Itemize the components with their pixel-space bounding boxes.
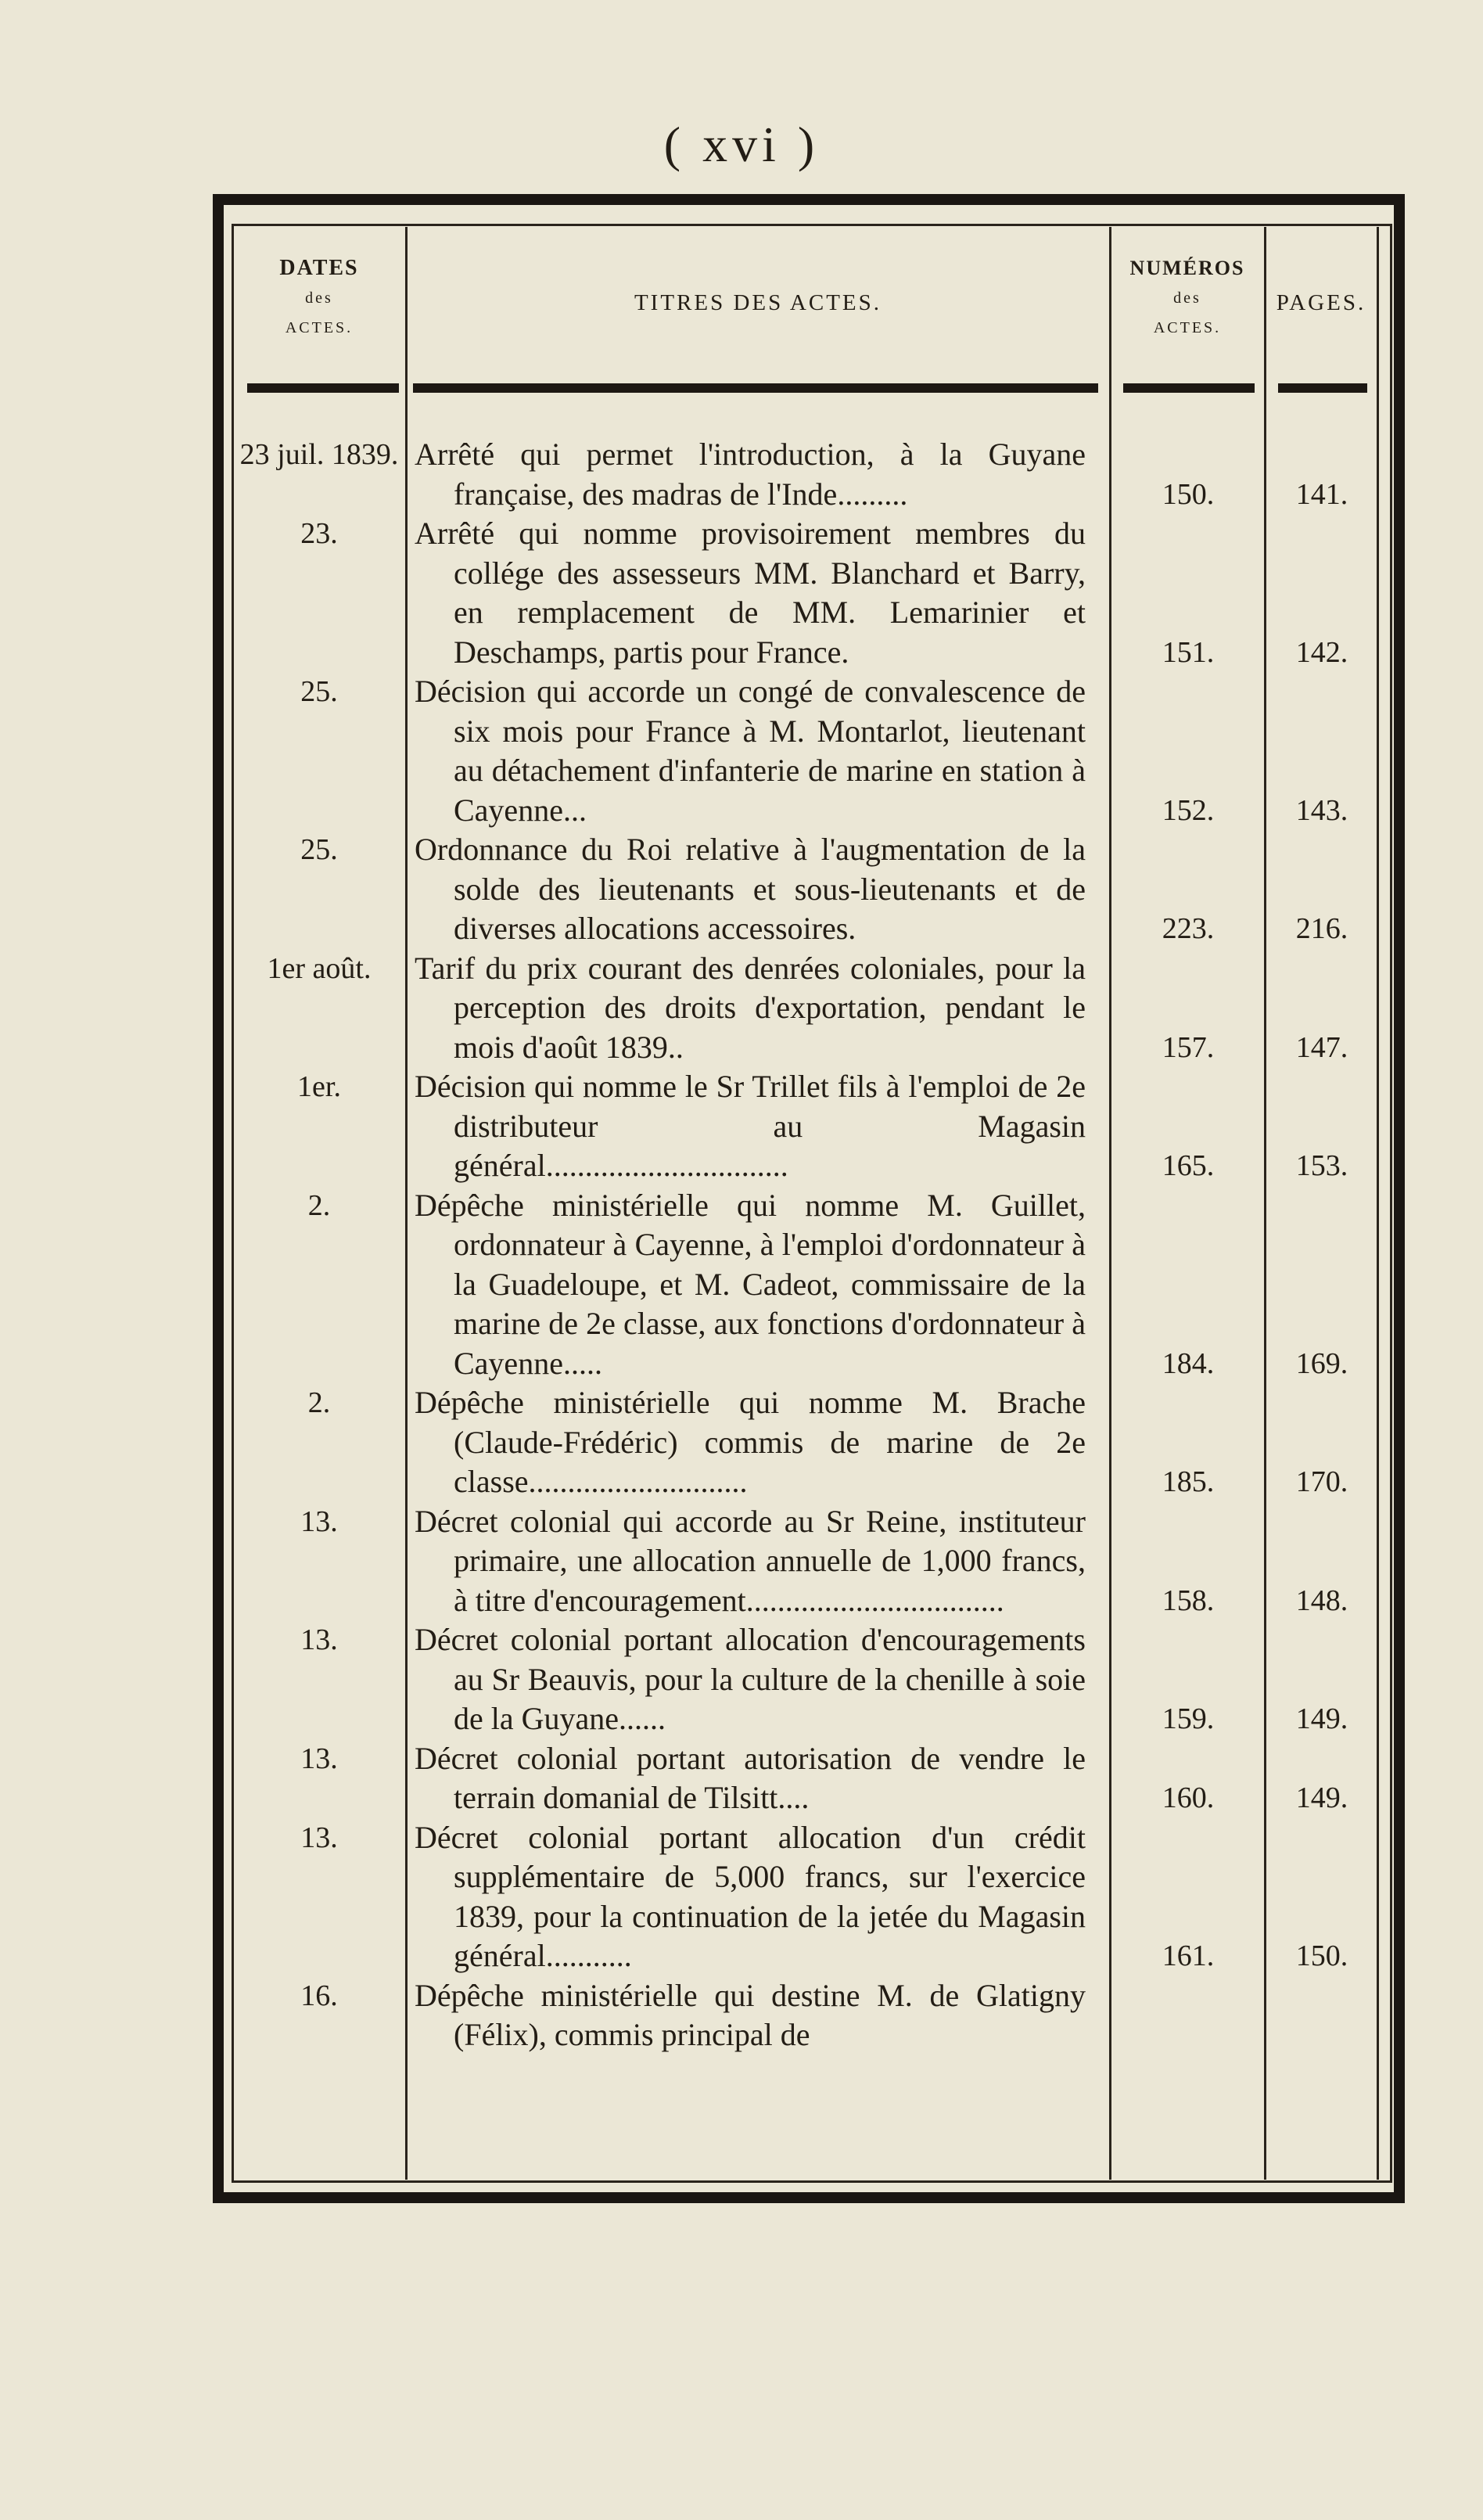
row-date: 2. [307,1188,331,1222]
row-page: 147. [1295,1030,1348,1064]
row-title: Arrêté qui permet l'introduction, à la Guyane française, des madras de l'Inde......... [415,437,1086,512]
table-row [0,1976,1483,2055]
header-dates-line3: ACTES. [285,319,354,336]
row-number: 151. [1162,635,1215,669]
row-date: 1er août. [267,951,372,985]
table-row [0,1739,1483,1818]
table-row [0,435,1483,514]
row-title: Ordonnance du Roi relative à l'augmentation de la solde des lieutenants et sous-lieutenants et de diverses allocations accessoires. [415,832,1086,946]
table-row [0,1383,1483,1502]
row-number: 150. [1162,477,1215,511]
row-page: 170. [1295,1465,1348,1498]
row-date: 13. [300,1504,338,1538]
table-row [0,514,1483,672]
table-row [0,672,1483,830]
row-page: 150. [1295,1939,1348,1972]
row-title: Tarif du prix courant des denrées coloniales, pour la perception des droits d'exportation, pendant le mois d'août 1839.. [415,950,1086,1065]
table-row [0,1502,1483,1621]
row-date: 13. [300,1742,338,1775]
table-row [0,830,1483,949]
row-title: Décret colonial portant allocation d'un crédit supplémentaire de 5,000 francs, sur l'exercice 1839, pour la continuation de la jetée du Magasin général........... [415,1819,1086,1973]
row-title: Décret colonial portant autorisation de vendre le terrain domanial de Tilsitt.... [415,1740,1086,1815]
table-row [0,1186,1483,1384]
row-title: Arrêté qui nomme provisoirement membres du collége des assesseurs MM. Blanchard et Barry, en remplacement de MM. Lemarinier et Deschamps, partis pour France. [415,516,1086,670]
row-title: Décret colonial qui accorde au Sr Reine, instituteur primaire, une allocation annuelle de 1,000 francs, à titre d'encouragement................................. [415,1503,1086,1618]
header-numeros-line3: ACTES. [1153,319,1222,336]
header-pages [1266,288,1377,318]
row-page: 153. [1295,1149,1348,1182]
row-page: 142. [1295,635,1348,669]
header-rule [1123,383,1255,393]
row-title: Décision qui accorde un congé de convalescence de six mois pour France à M. Montarlot, lieutenant au détachement d'infanterie de marine en station à Cayenne... [415,674,1086,828]
row-number: 160. [1162,1781,1215,1814]
header-pages-label: PAGES. [1276,290,1366,315]
row-number: 223. [1162,912,1215,945]
page-number: ( xvi ) [663,117,820,172]
row-page: 148. [1295,1584,1348,1617]
row-title: Décret colonial portant allocation d'encouragements au Sr Beauvis, pour la culture de la chenille à soie de la Guyane...... [415,1622,1086,1736]
table-row [0,1620,1483,1739]
row-date: 25. [300,833,338,866]
header-dates [235,253,404,343]
row-number: 158. [1162,1584,1215,1617]
table-row [0,949,1483,1068]
row-title: Dépêche ministérielle qui nomme M. Guillet, ordonnateur à Cayenne, à l'emploi d'ordonnateur à la Guadeloupe, et M. Cadeot, commissaire de la marine de 2e classe, aux fonctions d'ordonnateur à Cayenne..... [415,1187,1086,1381]
row-date: 2. [307,1386,331,1419]
header-rule [1278,383,1367,393]
row-date: 16. [300,1979,338,2012]
header-titles [408,288,1108,318]
row-date: 25. [300,675,338,708]
row-date: 23. [300,517,338,550]
header-rule [247,383,399,393]
row-page: 143. [1295,793,1348,827]
row-title: Dépêche ministérielle qui destine M. de Glatigny (Félix), commis principal de [415,1977,1086,2052]
row-page: 141. [1295,477,1348,511]
row-date: 23 juil. 1839. [239,438,399,471]
row-page: 149. [1295,1781,1348,1814]
row-page: 149. [1295,1702,1348,1735]
row-date: 13. [300,1623,338,1656]
row-number: 159. [1162,1702,1215,1735]
table-row [0,1818,1483,1976]
header-rule [413,383,1098,393]
row-date: 13. [300,1821,338,1854]
row-page: 169. [1295,1346,1348,1380]
row-number: 185. [1162,1465,1215,1498]
row-title: Dépêche ministérielle qui nomme M. Brache (Claude-Frédéric) commis de marine de 2e classe............................ [415,1385,1086,1499]
row-number: 165. [1162,1149,1215,1182]
table-row [0,1067,1483,1186]
table-body [0,435,1483,2055]
header-dates-line1: DATES [279,256,359,280]
header-numeros-line2: des [1173,289,1201,307]
row-title: Décision qui nomme le Sr Trillet fils à l'emploi de 2e distributeur au Magasin général............................... [415,1069,1086,1183]
header-dates-line2: des [305,289,333,307]
row-number: 152. [1162,793,1215,827]
row-page: 216. [1295,912,1348,945]
header-numeros-line1: NUMÉROS [1129,257,1245,279]
row-number: 184. [1162,1346,1215,1380]
row-number: 157. [1162,1030,1215,1064]
header-numeros [1111,253,1264,343]
row-date: 1er. [297,1070,341,1103]
header-titles-label: TITRES DES ACTES. [634,290,882,315]
row-number: 161. [1162,1939,1215,1972]
